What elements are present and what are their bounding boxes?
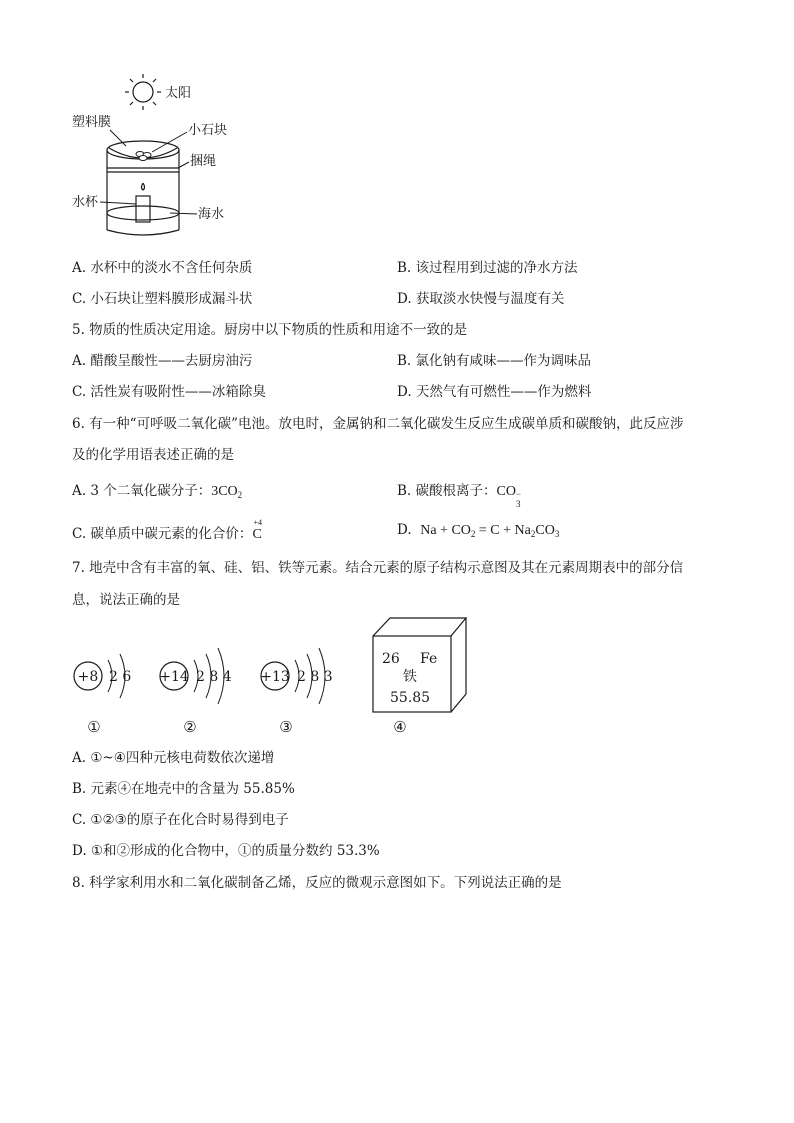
q7-option-a: A. ①~④四种元核电荷数依次递增 <box>72 750 275 766</box>
q6-option-b <box>397 479 524 509</box>
formula-superscript: − <box>515 489 522 499</box>
atomic-mass: 55.85 <box>390 690 431 706</box>
q5-option-d: D. 天然气有可燃性——作为燃料 <box>397 384 592 400</box>
q6-stem-line1: 6. 有一种“可呼吸二氧化碳”电池。放电时，金属钠和二氧化碳发生反应生成碳单质和碳酸钠，此反应涉 <box>72 416 684 432</box>
q6-option-c-text: C. 碳单质中碳元素的化合价： <box>72 526 253 542</box>
atom-index: ③ <box>279 718 293 736</box>
q5-stem: 5. 物质的性质决定用途。厨房中以下物质的性质和用途不一致的是 <box>72 322 468 338</box>
atom-diagram-oxygen <box>74 654 131 736</box>
atom-nucleus: +13 <box>260 669 290 685</box>
q7-option-d: D. ①和②形成的化合物中，①的质量分数约 53.3% <box>72 843 380 859</box>
eq-part: Na + CO <box>420 523 471 538</box>
q4-option-c: C. 小石块让塑料膜形成漏斗状 <box>72 291 253 307</box>
solar-still-figure <box>60 68 250 243</box>
q6-option-c <box>72 518 266 543</box>
q4-option-a: A. 水杯中的淡水不含任何杂质 <box>72 260 253 276</box>
q4-option-b: B. 该过程用到过滤的净水方法 <box>397 260 578 276</box>
q7-option-c: C. ①②③的原子在化合时易得到电子 <box>72 812 289 828</box>
atom-index: ④ <box>393 718 407 736</box>
q6-option-b-formula <box>496 484 524 509</box>
q7-stem-line2: 息，说法正确的是 <box>72 592 180 608</box>
element-symbol: C <box>252 527 262 542</box>
formula-subscript: 3 <box>515 499 521 509</box>
atom-diagram-silicon <box>159 648 231 736</box>
eq-subscript: 2 <box>530 529 536 539</box>
q4-option-d: D. 获取淡水快慢与温度有关 <box>397 291 565 307</box>
q7-stem-line1: 7. 地壳中含有丰富的氧、硅、铝、铁等元素。结合元素的原子结构示意图及其在元素周期表中的部分信 <box>72 560 684 576</box>
q6-option-a-formula <box>211 484 242 499</box>
atom-index: ① <box>87 718 101 736</box>
eq-subscript: 3 <box>554 529 560 539</box>
valence-mark: +4 <box>253 518 262 527</box>
eq-part: CO <box>535 523 555 538</box>
q5-option-c: C. 活性炭有吸附性——冰箱除臭 <box>72 384 266 400</box>
eq-subscript: 2 <box>470 529 476 539</box>
atom-shells: 2 8 3 <box>297 669 333 685</box>
formula-subscript: 2 <box>237 490 243 500</box>
formula-main: 3CO <box>211 484 238 499</box>
cup-label: 水杯 <box>72 195 99 210</box>
atomic-number: 26 <box>382 651 400 667</box>
q7-option-b: B. 元素④在地壳中的含量为 55.85% <box>72 781 295 797</box>
atom-structure-figure <box>60 612 480 742</box>
q6-option-d <box>397 522 559 539</box>
element-symbol: Fe <box>420 651 438 667</box>
rope-label: 捆绳 <box>190 154 217 169</box>
sun-icon <box>125 74 161 110</box>
q5-option-a: A. 醋酸呈酸性——去厨房油污 <box>72 353 253 369</box>
sun-label: 太阳 <box>165 86 192 101</box>
atom-nucleus: +14 <box>159 669 189 685</box>
eq-part: = C + Na <box>475 523 531 538</box>
stone-label: 小石块 <box>188 123 228 138</box>
q6-option-c-valence <box>252 518 266 543</box>
formula-main: CO <box>496 484 516 499</box>
q6-option-a-text: A. 3 个二氧化碳分子： <box>72 483 212 499</box>
q8-stem: 8. 科学家利用水和二氧化碳制备乙烯，反应的微观示意图如下。下列说法正确的是 <box>72 875 562 891</box>
atom-shells: 2 6 <box>109 669 132 685</box>
atom-shells: 2 8 4 <box>196 669 232 685</box>
q5-option-b: B. 氯化钠有咸味——作为调味品 <box>397 353 592 369</box>
element-name: 铁 <box>403 669 417 685</box>
seawater-label: 海水 <box>198 207 225 222</box>
atom-diagram-aluminum <box>260 648 332 736</box>
q6-option-a <box>72 479 242 500</box>
atom-nucleus: +8 <box>77 669 99 685</box>
q6-option-d-label: D. <box>397 522 412 538</box>
film-label: 塑料膜 <box>72 115 112 130</box>
periodic-table-cell-iron <box>373 618 466 736</box>
q6-option-b-text: B. 碳酸根离子： <box>397 483 497 499</box>
atom-index: ② <box>183 718 197 736</box>
q6-option-d-equation <box>420 523 559 538</box>
q6-stem-line2: 及的化学用语表述正确的是 <box>72 447 234 463</box>
